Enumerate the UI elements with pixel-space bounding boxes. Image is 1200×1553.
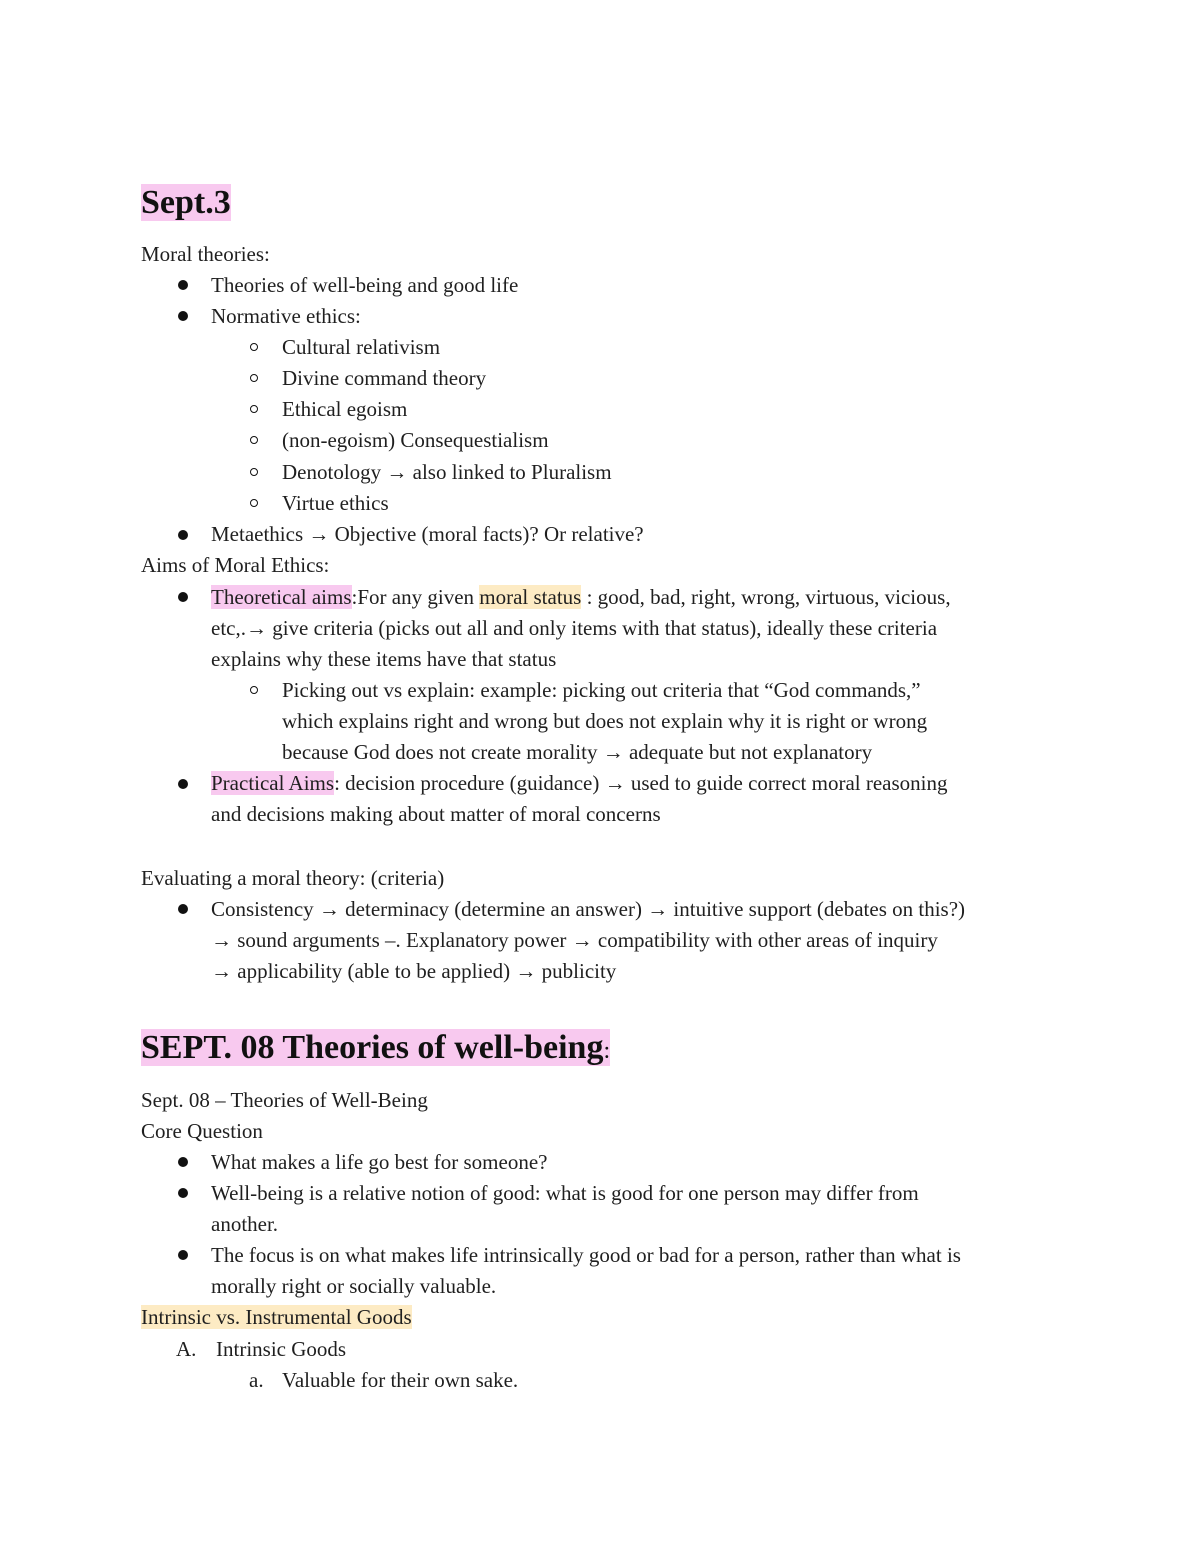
bullet-icon — [178, 1188, 188, 1198]
hollow-bullet-icon — [250, 436, 258, 444]
hollow-bullet-icon — [250, 374, 258, 382]
practical-aims-label: Practical Aims — [211, 771, 335, 795]
bullet-icon — [178, 592, 188, 602]
bullet-icon — [178, 1157, 188, 1167]
list-item: What makes a life go best for someone? — [211, 1150, 548, 1174]
subtitle: Sept. 08 – Theories of Well-Being — [141, 1088, 428, 1112]
list-item: Consistency → determinacy (determine an answer) → intuitive support (debates on this?) — [211, 897, 966, 921]
sub-list-item: (non-egoism) Consequestialism — [282, 428, 549, 452]
bullet-icon — [178, 1250, 188, 1260]
goods-label: Intrinsic vs. Instrumental Goods — [141, 1305, 412, 1329]
bullet-icon — [178, 904, 188, 914]
list-item-continuation: morally right or socially valuable. — [211, 1274, 497, 1298]
practical-aims-item: Practical Aims: decision procedure (guidance) → used to guide correct moral reasoning — [211, 771, 948, 795]
bullet-icon — [178, 280, 188, 290]
hollow-bullet-icon — [250, 405, 258, 413]
list-marker-a: A. — [176, 1337, 197, 1361]
sub-list-item: Divine command theory — [282, 366, 487, 390]
list-item: Normative ethics: — [211, 304, 361, 328]
list-item-continuation: → applicability (able to be applied) → publicity — [211, 959, 617, 983]
hollow-bullet-icon — [250, 343, 258, 351]
list-item-continuation: and decisions making about matter of moral concerns — [211, 802, 661, 826]
evaluating-label: Evaluating a moral theory: (criteria) — [141, 866, 445, 890]
sub-list-item: Picking out vs explain: example: picking out criteria that “God commands,” — [282, 678, 921, 702]
section-heading-sept3: Sept.3 — [141, 184, 231, 221]
moral-status-highlight: moral status — [479, 585, 582, 609]
ordered-list-item: Intrinsic Goods — [216, 1337, 347, 1361]
theoretical-aims-label: Theoretical aims — [211, 585, 352, 609]
hollow-bullet-icon — [250, 499, 258, 507]
list-item-continuation: etc,.→ give criteria (picks out all and only items with that status), ideally these criteria — [211, 616, 938, 640]
sub-list-item: Virtue ethics — [282, 491, 389, 515]
sub-list-item: Cultural relativism — [282, 335, 441, 359]
list-item-continuation: → sound arguments –. Explanatory power → compatibility with other areas of inquiry — [211, 928, 938, 952]
hollow-bullet-icon — [250, 686, 258, 694]
sub-list-item: Ethical egoism — [282, 397, 408, 421]
theoretical-aims-item: Theoretical aims:For any given moral status : good, bad, right, wrong, virtuous, vicious, — [211, 585, 951, 609]
list-item: The focus is on what makes life intrinsically good or bad for a person, rather than what is — [211, 1243, 961, 1267]
sub-list-item-continuation: which explains right and wrong but does not explain why it is right or wrong — [282, 709, 928, 733]
aims-label: Aims of Moral Ethics: — [141, 553, 330, 577]
list-item: Well-being is a relative notion of good: what is good for one person may differ from — [211, 1181, 919, 1205]
list-marker-sub-a: a. — [249, 1368, 264, 1392]
list-item-continuation: explains why these items have that status — [211, 647, 557, 671]
sub-list-item-continuation: because God does not create morality → adequate but not explanatory — [282, 740, 873, 764]
hollow-bullet-icon — [250, 468, 258, 476]
sub-list-item: Denotology → also linked to Pluralism — [282, 460, 612, 484]
bullet-icon — [178, 779, 188, 789]
list-item: Metaethics → Objective (moral facts)? Or relative? — [211, 522, 644, 546]
moral-theories-label: Moral theories: — [141, 242, 270, 266]
bullet-icon — [178, 311, 188, 321]
list-item-continuation: another. — [211, 1212, 279, 1236]
bullet-icon — [178, 530, 188, 540]
list-item: Theories of well-being and good life — [211, 273, 519, 297]
ordered-sub-list-item: Valuable for their own sake. — [282, 1368, 519, 1392]
section-heading-sept08: SEPT. 08 Theories of well-being: — [141, 1029, 611, 1066]
core-question-label: Core Question — [141, 1119, 263, 1143]
